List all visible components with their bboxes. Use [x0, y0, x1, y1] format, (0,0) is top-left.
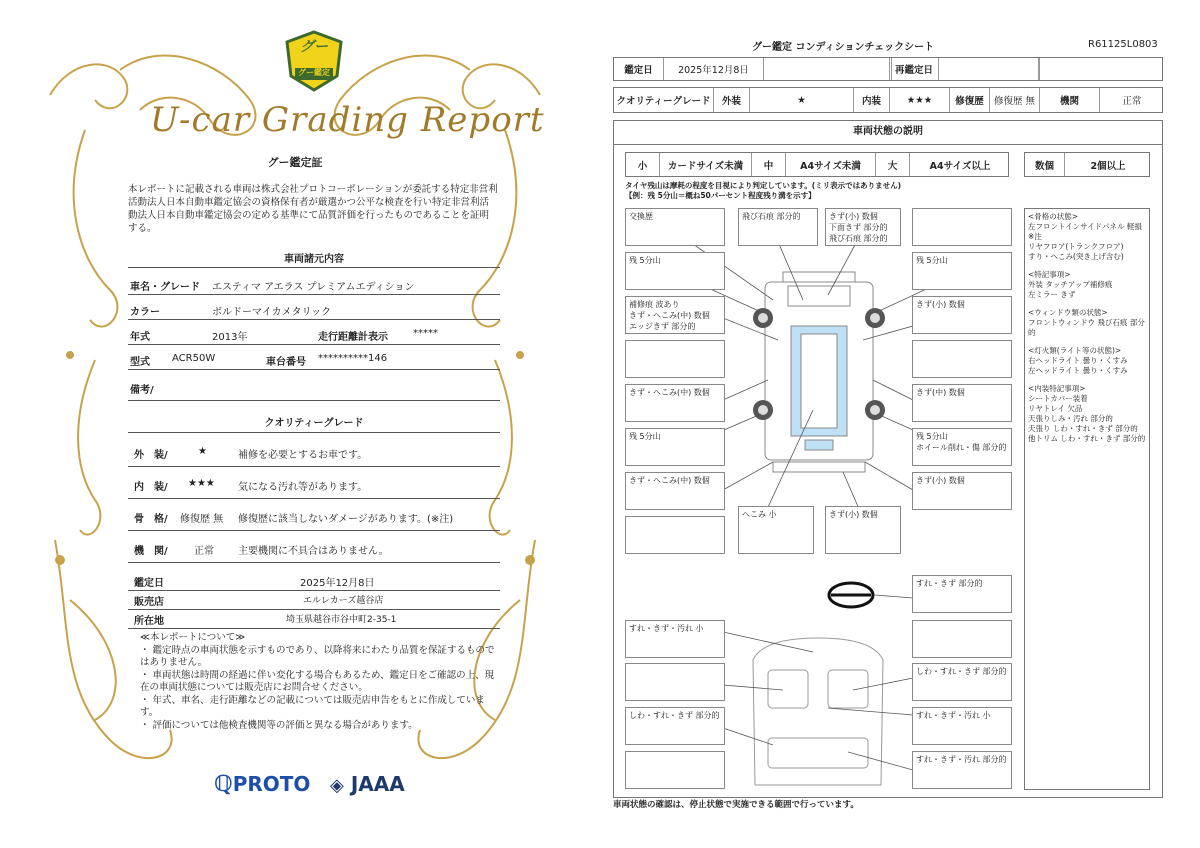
proto-logo: ℚPROTO: [214, 772, 311, 797]
damage-box-3: きず(小) 数個 下面きず 部分的 飛び石痕 部分的: [825, 208, 901, 246]
interior-box-1: すれ・きず 部分的: [912, 575, 1012, 613]
spec-title: 車両諸元内容: [284, 254, 344, 265]
row-address: 所在地 埼玉県越谷市谷中町2-35-1: [128, 606, 500, 629]
certificate-subtitle: グー鑑定証: [267, 156, 323, 169]
damage-box-10: [912, 340, 1012, 378]
interior-box-4: [625, 663, 725, 701]
damage-box-12: きず(中) 数個: [912, 384, 1012, 422]
grading-certificate: [0, 0, 590, 848]
script-title: U-car Grading Report: [150, 100, 545, 140]
sheet-code: R61125L0803: [1088, 39, 1158, 50]
damage-box-6: 残 5分山: [912, 252, 1012, 290]
grade-row: クオリティーグレード 外装 ★ 内装 ★★★ 修復歴 修復歴 無 機関 正常: [613, 87, 1163, 113]
damage-box-11: きず・へこみ(中) 数個: [625, 384, 725, 422]
size-legend: 小 カードサイズ未満 中 A4サイズ未満 大 A4サイズ以上: [625, 152, 1009, 177]
damage-box-16: きず(小) 数個: [912, 472, 1012, 510]
row-store: 販売店 エルレカーズ越谷店: [128, 587, 500, 610]
sheet-footer: 車両状態の確認は、停止状態で実施できる範囲で行っています。: [613, 800, 859, 810]
row-engine: 機 関/ 正常 主要機関に不具合はありません。: [128, 536, 500, 563]
damage-box-8: きず(小) 数個: [912, 296, 1012, 334]
count-legend: 数個 2個以上: [1024, 152, 1150, 177]
damage-box-19: きず(小) 数個: [825, 506, 901, 554]
row-name: 車名・グレード エスティマ アエラス プレミアムエディション: [128, 272, 500, 295]
row-interior: 内 装/ ★★★ 気になる汚れ等があります。: [128, 472, 500, 499]
damage-box-18: へこみ 小: [738, 506, 814, 554]
damage-box-4: [912, 208, 1012, 246]
tire-note-1: タイヤ残山は摩耗の程度を目視により判定しています。(ミリ表示ではありません): [625, 181, 902, 190]
row-frame: 骨 格/ 修復歴 無 修復歴に該当しないダメージがあります。(※注): [128, 504, 500, 531]
report-notes: ≪本レポートについて≫ ・ 鑑定時点の車両状態を示すものであり、以降将来にわたり品質を保証するものではありません。 ・ 車両状態は時間の経過に伴い変化する場合もあるため、鑑定日をご確認の上、現在の車両状態については販売店にお問合せください。 ・ 年式、車名、走行距離などの記載については販売店申告をもとに作成しています。 ・ 評価については他検査機関等の評価と異なる場合があります。: [140, 632, 495, 731]
row-color: カラー ボルドーマイカメタリック: [128, 297, 500, 320]
certificate-intro: 本レポートに記載される車両は株式会社プロトコーポレーションが委託する特定非営利活動法人日本自動車鑑定協会の資格保有者が厳選かつ公平な検査を行い特定非営利活動法人日本自動車鑑定協会の定める基準にて品質評価を行ったものであることを証明する。: [128, 184, 498, 234]
damage-box-7: 補修痕 波あり きず・へこみ(中) 数個 エッジきず 部分的: [625, 296, 725, 334]
interior-box-6: しわ・すれ・きず 部分的: [625, 707, 725, 745]
row-year: 年式 2013年 走行距離計表示 *****: [128, 322, 500, 345]
damage-box-15: きず・へこみ(中) 数個: [625, 472, 725, 510]
row-model: 型式 ACR50W 車台番号 **********146: [128, 347, 500, 370]
condition-title: 車両状態の説明: [613, 120, 1163, 145]
damage-box-1: 交換歴: [625, 208, 725, 246]
tire-note-2: 【例：残 5分山＝概ね50パーセント程度残り溝を示す】: [625, 191, 816, 200]
jaaa-mark-icon: ◈: [330, 775, 344, 796]
badge-mark: グー: [300, 39, 328, 55]
jaaa-logo: ◈ JAAA: [330, 772, 405, 796]
damage-box-2: 飛び石痕 部分的: [738, 208, 818, 246]
interior-box-3: [912, 620, 1012, 658]
row-exterior: 外 装/ ★ 補修を必要とするお車です。: [128, 440, 500, 467]
sheet-title: グー鑑定 コンディションチェックシート: [752, 42, 935, 53]
interior-box-5: しわ・すれ・きず 部分的: [912, 663, 1012, 701]
damage-box-13: 残 5分山: [625, 428, 725, 466]
badge-label: グー鑑定: [298, 68, 330, 77]
proto-mark-icon: ℚ: [214, 772, 233, 797]
interior-box-7: すれ・きず・汚れ 小: [912, 707, 1012, 745]
interior-box-8: [625, 751, 725, 789]
damage-box-5: 残 5分山: [625, 252, 725, 290]
damage-box-17: [625, 516, 725, 554]
quality-title: クオリティーグレード: [264, 418, 364, 429]
row-remarks: 備考/: [128, 375, 500, 401]
date-row: 鑑定日 2025年12月8日 再鑑定日: [613, 57, 1163, 81]
row-date: 鑑定日 2025年12月8日: [128, 568, 500, 591]
interior-box-9: すれ・きず・汚れ 部分的: [912, 751, 1012, 789]
damage-box-9: [625, 340, 725, 378]
damage-box-14: 残 5分山 ホイール削れ・傷 部分的: [912, 428, 1012, 466]
interior-box-2: すれ・きず・汚れ 小: [625, 620, 725, 658]
condition-notes-panel: <骨格の状態> 左フロントインサイドパネル 軽損 ※注 リヤフロア(トランクフロア) すり・へこみ(突き上げ含む) <特記事項> 外装 タッチアップ補修痕 左ミラー きず <ウィンドウ類の状態> フロントウィンドウ 飛び石痕 部分的 <灯火類(ライト等の状態)> 右ヘッドライト 曇り・くすみ 左ヘッドライト 曇り・くすみ <内装特記事項> シートカバー装着 リヤトレイ 欠品 天張りしみ・汚れ 部分的 天張り しわ・すれ・きず 部分的 他トリム しわ・すれ・きず 部分的: [1024, 208, 1150, 790]
